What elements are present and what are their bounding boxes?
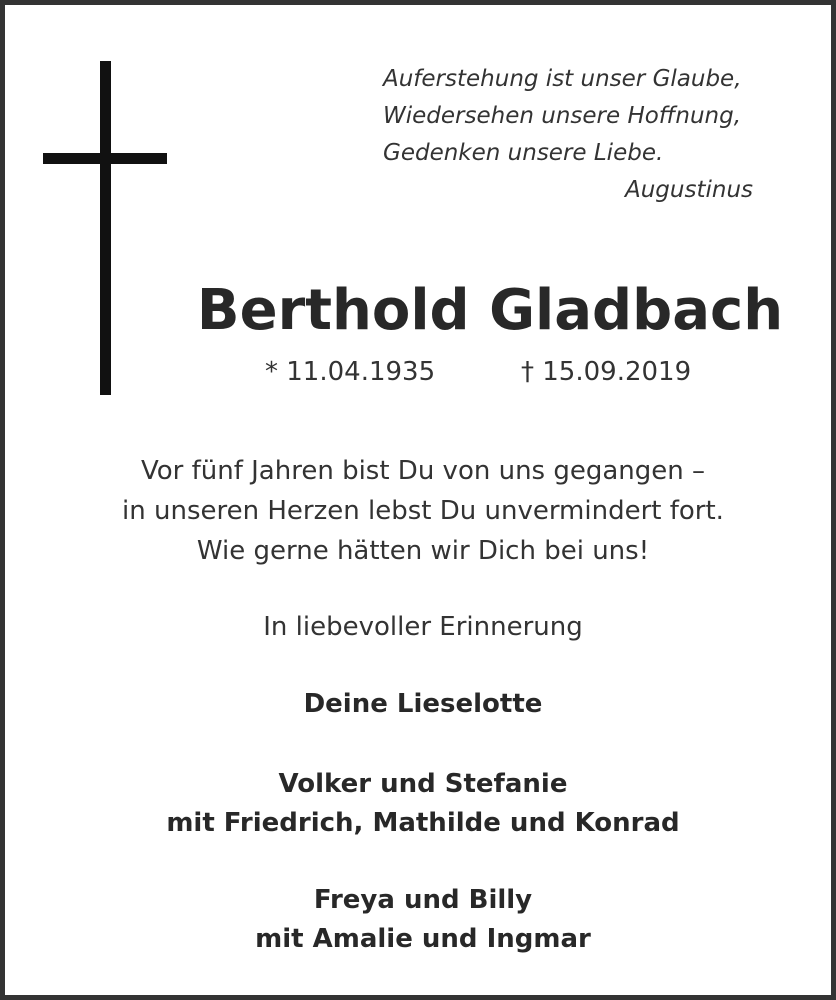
- death-date: † 15.09.2019: [521, 357, 692, 387]
- memory-line: In liebevoller Erinnerung: [263, 612, 583, 642]
- quote-author: Augustinus: [625, 177, 754, 203]
- birth-date: * 11.04.1935: [265, 357, 436, 387]
- quote-line: Wiedersehen unsere Hoffnung,: [383, 103, 742, 129]
- message-line: Wie gerne hätten wir Dich bei uns!: [196, 536, 650, 566]
- quote-block: [383, 61, 803, 209]
- quote-line: Auferstehung ist unser Glaube,: [383, 66, 742, 92]
- deceased-name: Berthold Gladbach: [196, 278, 784, 343]
- signer-line: mit Amalie und Ingmar: [255, 924, 591, 954]
- cross-vertical-bar: [100, 61, 111, 395]
- quote-line: Gedenken unsere Liebe.: [383, 140, 664, 166]
- signer-group-lieselotte: [5, 685, 836, 724]
- signer-line: Deine Lieselotte: [303, 689, 543, 719]
- cross-icon: [43, 61, 167, 395]
- message-line: in unseren Herzen lebst Du unvermindert fort.: [122, 496, 724, 526]
- signer-line: Volker und Stefanie: [278, 769, 568, 799]
- signer-line: mit Friedrich, Mathilde und Konrad: [166, 808, 680, 838]
- signer-line: Freya und Billy: [313, 885, 533, 915]
- signer-group-freya: [5, 881, 836, 959]
- cross-horizontal-bar: [43, 153, 167, 164]
- signer-group-volker: [5, 765, 836, 843]
- memorial-message: [5, 451, 836, 571]
- message-line: Vor fünf Jahren bist Du von uns gegangen –: [140, 456, 706, 486]
